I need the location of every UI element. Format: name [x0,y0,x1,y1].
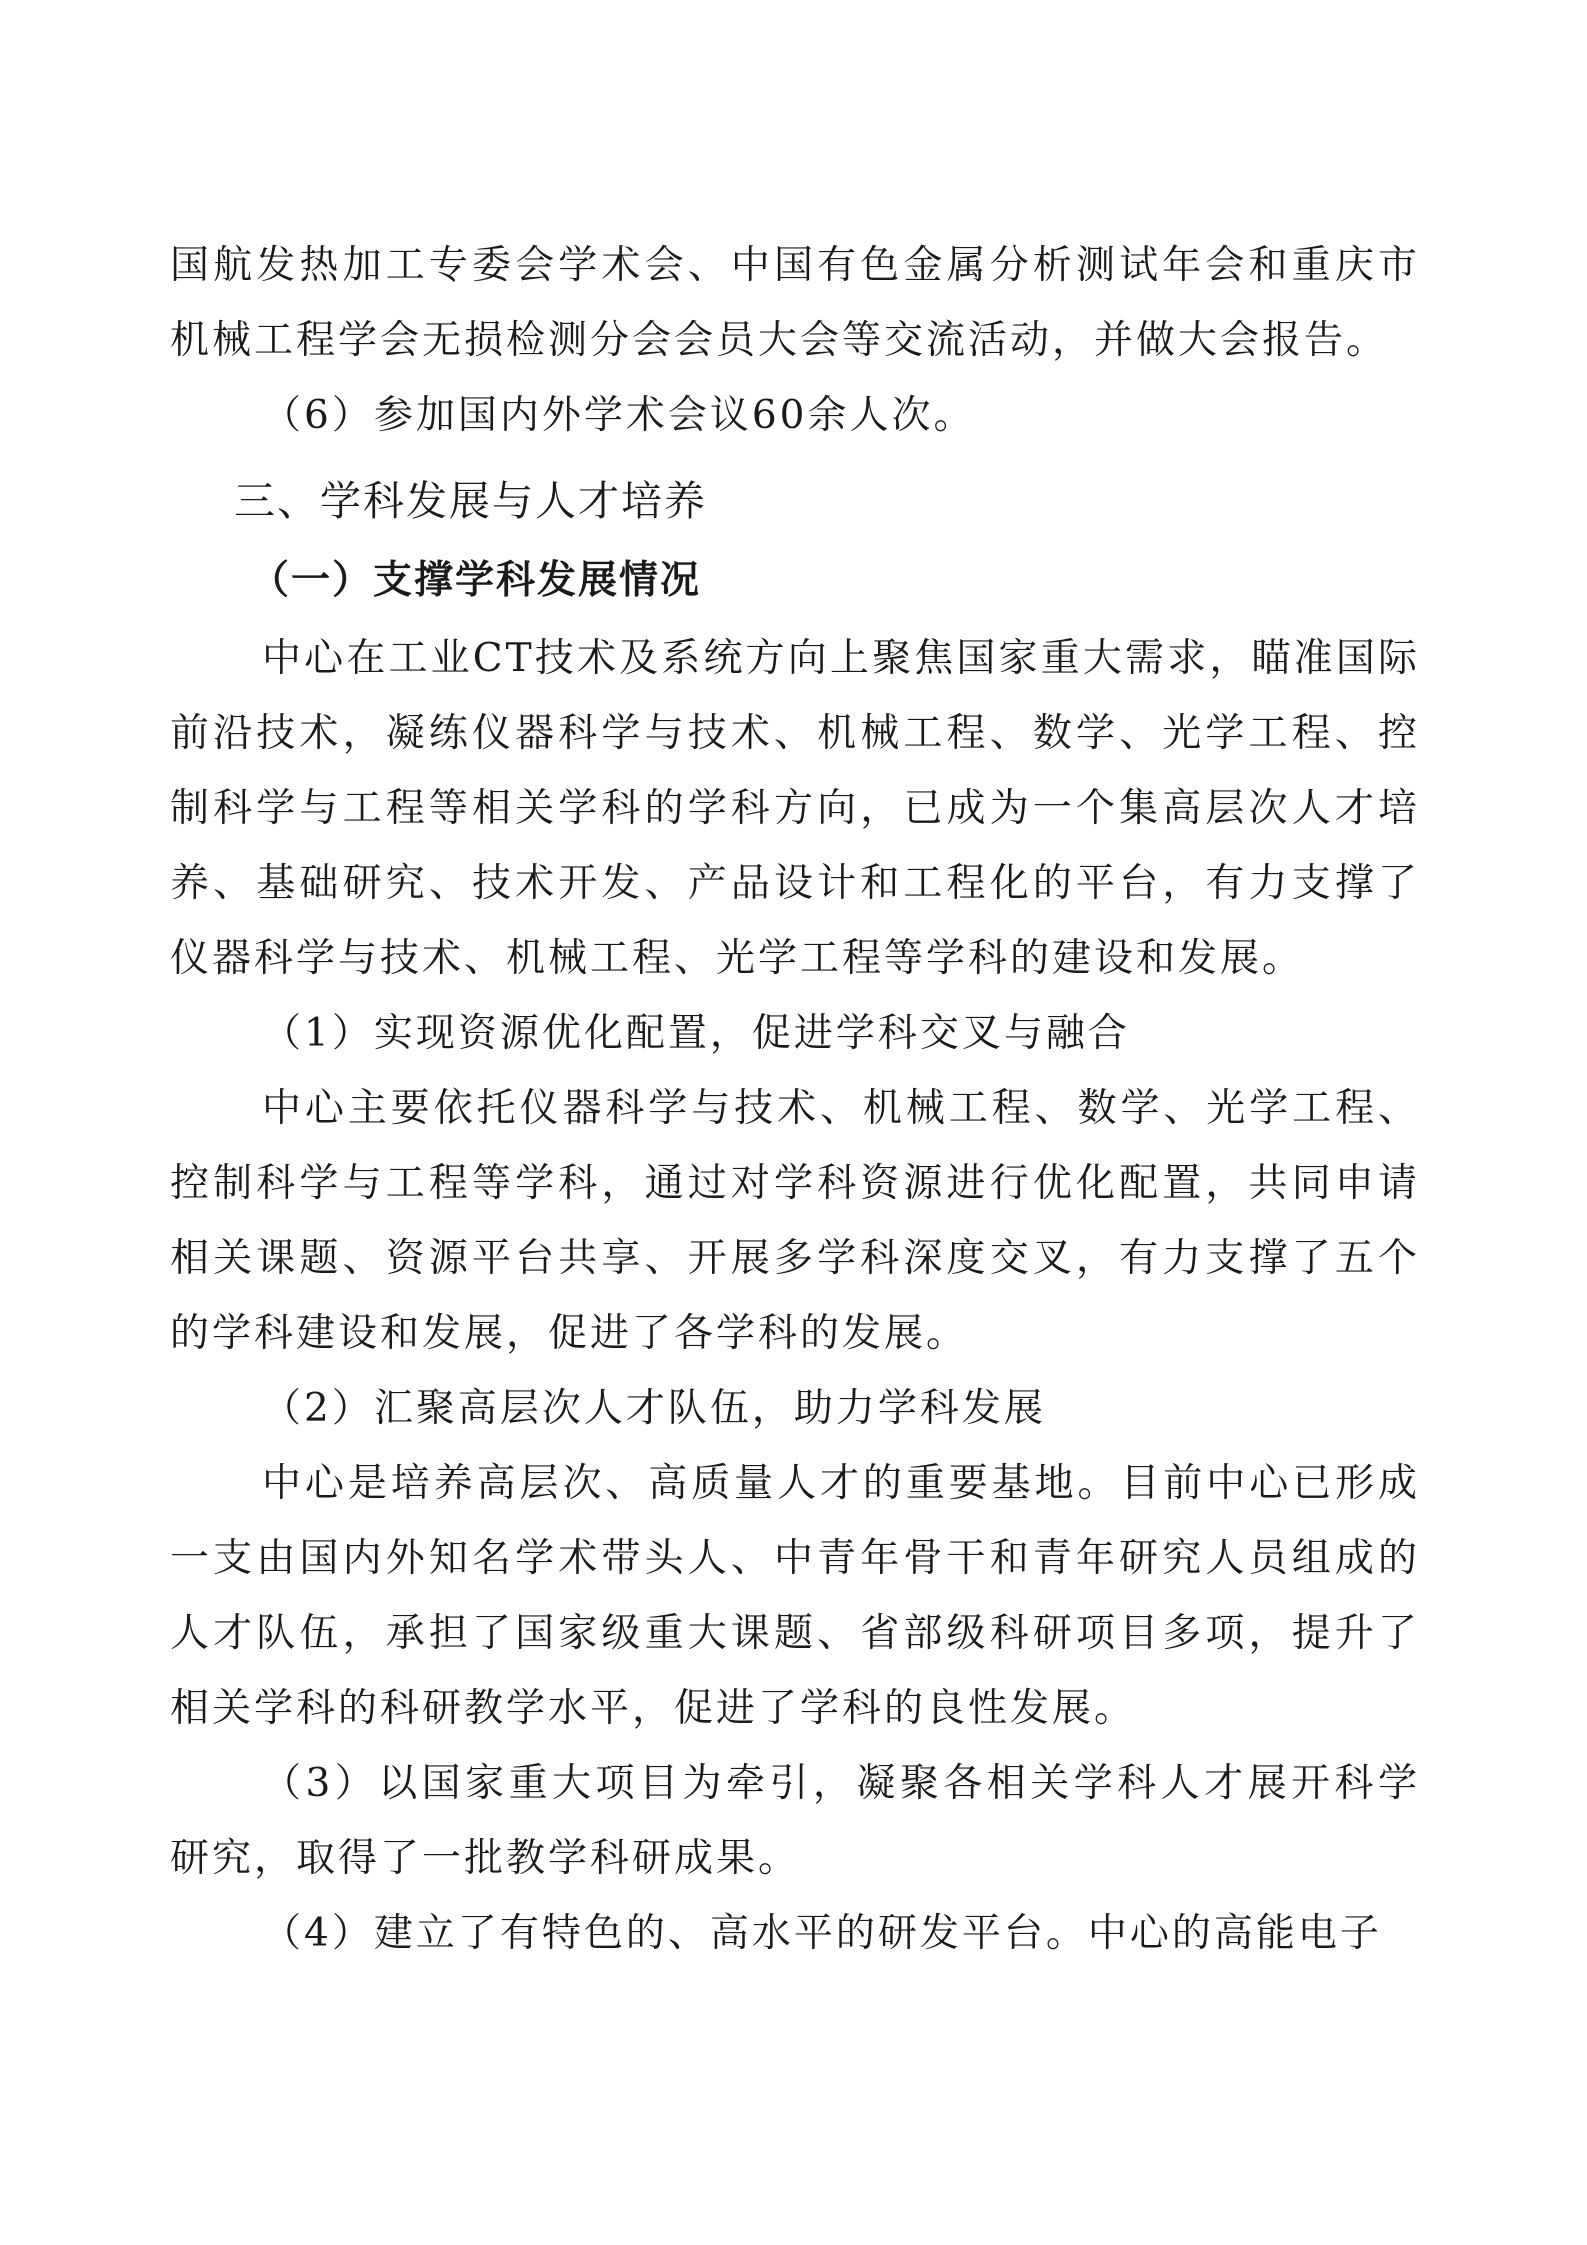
subsection-heading-discipline-support: （一）支撑学科发展情况 [250,558,702,603]
item-1-title: （1）实现资源优化配置，促进学科交叉与融合 [262,1011,1130,1056]
item-3: （3）以国家重大项目为牵引，凝聚各相关学科人才展开科学研究，取得了一批教学科研成果。 [170,1761,1420,1881]
paragraph-academic-meetings: （6）参加国内外学术会议60余人次。 [262,393,976,438]
paragraph-conference-activities: 国航发热加工专委会学术会、中国有色金属分析测试年会和重庆市机械工程学会无损检测分会会员大会等交流活动，并做大会报告。 [170,243,1420,363]
item-4: （4）建立了有特色的、高水平的研发平台。中心的高能电子 [262,1911,1382,1956]
item-2-title: （2）汇聚高层次人才队伍，助力学科发展 [262,1386,1046,1431]
item-2-body: 中心是培养高层次、高质量人才的重要基地。目前中心已形成一支由国内外知名学术带头人、中青年骨干和青年研究人员组成的人才队伍，承担了国家级重大课题、省部级科研项目多项，提升了相关学科的科研教学水平，促进了学科的良性发展。 [170,1461,1420,1731]
paragraph-ct-direction: 中心在工业CT技术及系统方向上聚焦国家重大需求，瞄准国际前沿技术，凝练仪器科学与技术、机械工程、数学、光学工程、控制科学与工程等相关学科的学科方向，已成为一个集高层次人才培养、基础研究、技术开发、产品设计和工程化的平台，有力支撑了仪器科学与技术、机械工程、光学工程等学科的建设和发展。 [170,636,1420,981]
item-1-body: 中心主要依托仪器科学与技术、机械工程、数学、光学工程、控制科学与工程等学科，通过对学科资源进行优化配置，共同申请相关课题、资源平台共享、开展多学科深度交叉，有力支撑了五个的学科建设和发展，促进了各学科的发展。 [170,1086,1420,1356]
document-body [170,228,1420,1971]
section-heading-discipline-talent: 三、学科发展与人才培养 [234,477,707,525]
